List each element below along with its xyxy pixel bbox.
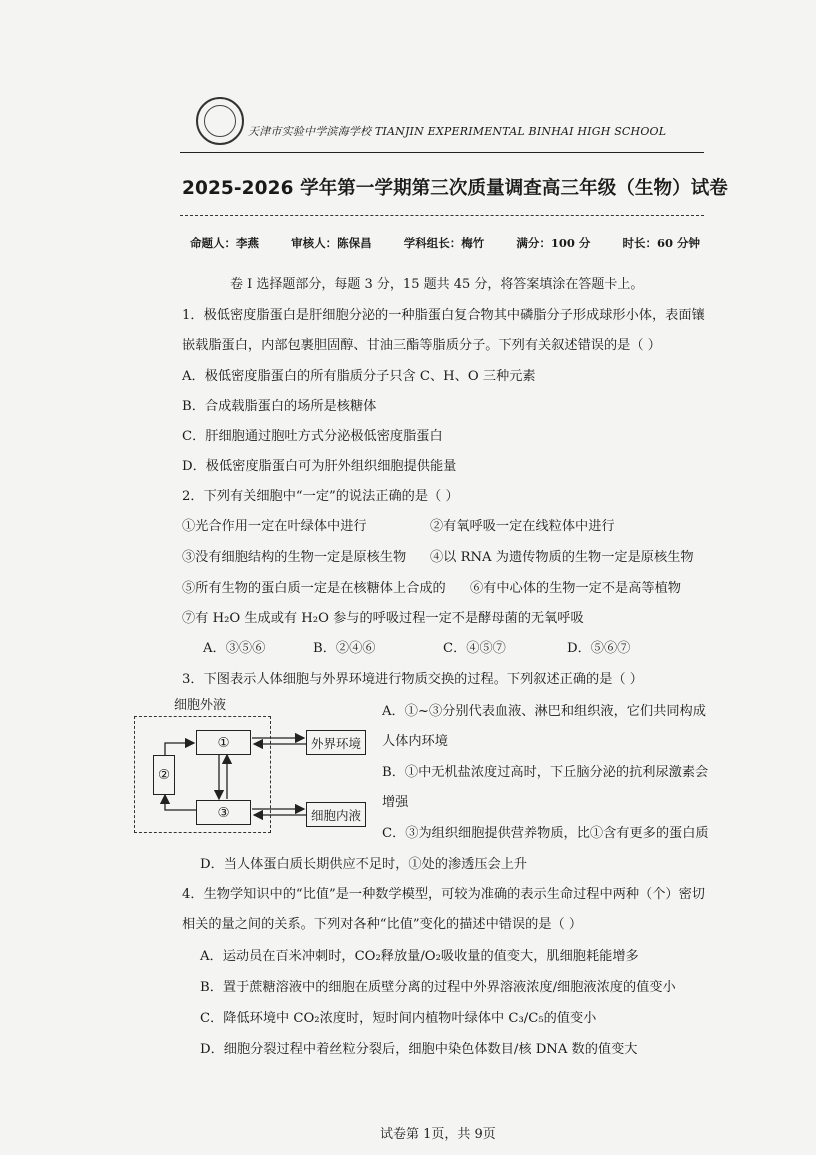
q3-option-b-line2: 增强 xyxy=(382,795,409,810)
box-intracellular-fluid: 细胞内液 xyxy=(306,802,366,827)
q1-option-a: A．极低密度脂蛋白的所有脂质分子只含 C、H、O 三种元素 xyxy=(182,369,536,384)
q2-item-4: ④以 RNA 为遗传物质的生物一定是原核生物 xyxy=(430,550,694,565)
q1-stem-line1: 1．极低密度脂蛋白是肝细胞分泌的一种脂蛋白复合物其中磷脂分子形成球形小体，表面镶 xyxy=(182,308,705,323)
arrow-2-to-1 xyxy=(165,743,194,755)
q3-option-d: D．当人体蛋白质长期供应不足时，①处的渗透压会上升 xyxy=(200,857,528,872)
box-external-environment: 外界环境 xyxy=(306,730,366,755)
q2-item-2: ②有氧呼吸一定在线粒体中进行 xyxy=(430,519,615,534)
box-1: ① xyxy=(196,730,251,755)
q3-option-c: C．③为组织细胞提供营养物质，比①含有更多的蛋白质 xyxy=(382,826,709,841)
title-dashed-divider xyxy=(180,215,704,216)
q3-option-a-line1: A．①~③分别代表血液、淋巴和组织液，它们共同构成 xyxy=(382,704,706,719)
q2-option-a: A．③⑤⑥ xyxy=(203,641,266,656)
q2-item-6: ⑥有中心体的生物一定不是高等植物 xyxy=(470,581,681,596)
q4-option-d: D．细胞分裂过程中着丝粒分裂后，细胞中染色体数目/核 DNA 数的值变大 xyxy=(200,1042,638,1057)
school-name: 天津市实验中学滨海学校 TIANJIN EXPERIMENTAL BINHAI HIGH SCHOOL xyxy=(248,125,667,138)
q3-option-a-line2: 人体内环境 xyxy=(382,734,448,749)
q2-item-5: ⑤所有生物的蛋白质一定是在核糖体上合成的 xyxy=(182,581,446,596)
q4-option-b: B．置于蔗糖溶液中的细胞在质壁分离的过程中外界溶液浓度/细胞液浓度的值变小 xyxy=(200,980,676,995)
q4-stem-line2: 相关的量之间的关系。下列对各种“比值”变化的描述中错误的是（ ） xyxy=(182,917,583,932)
logo-seal xyxy=(204,105,236,137)
arrow-3-to-2 xyxy=(165,795,196,810)
meta-score: 满分：100 分 xyxy=(516,236,591,250)
q1-option-b: B．合成载脂蛋白的场所是核糖体 xyxy=(182,399,377,414)
meta-author: 命题人：李燕 xyxy=(190,236,259,250)
page-footer: 试卷第 1页，共 9页 xyxy=(380,1127,496,1142)
box-3: ③ xyxy=(196,800,251,825)
meta-head: 学科组长：梅竹 xyxy=(403,236,485,250)
q2-item-3: ③没有细胞结构的生物一定是原核生物 xyxy=(182,550,407,565)
q2-option-b: B．②④⑥ xyxy=(313,641,376,656)
meta-reviewer: 审核人：陈保昌 xyxy=(291,236,372,250)
section-instruction: 卷 I 选择题部分，每题 3 分，15 题共 45 分，将答案填涂在答题卡上。 xyxy=(230,277,644,292)
q2-item-1: ①光合作用一定在叶绿体中进行 xyxy=(182,519,367,534)
q4-option-a: A．运动员在百米冲刺时，CO₂释放量/O₂吸收量的值变大，肌细胞耗能增多 xyxy=(200,949,639,964)
exam-title: 2025-2026 学年第一学期第三次质量调查高三年级（生物）试卷 xyxy=(182,178,728,199)
q2-option-c: C．④⑤⑦ xyxy=(443,641,506,656)
exam-meta xyxy=(190,235,700,251)
q3-stem: 3．下图表示人体细胞与外界环境进行物质交换的过程。下列叙述正确的是（ ） xyxy=(182,672,643,687)
q1-stem-line2: 嵌载脂蛋白，内部包裹胆固醇、甘油三酯等脂质分子。下列有关叙述错误的是（ ） xyxy=(182,338,661,353)
q1-option-d: D．极低密度脂蛋白可为肝外组织细胞提供能量 xyxy=(182,459,457,474)
header-divider xyxy=(180,152,704,153)
box-2: ② xyxy=(153,755,175,795)
q2-stem: 2．下列有关细胞中“一定”的说法正确的是（ ） xyxy=(182,489,459,504)
meta-time: 时长：60 分钟 xyxy=(622,236,700,250)
diagram-frame-label: 细胞外液 xyxy=(174,698,227,713)
q3-option-b-line1: B．①中无机盐浓度过高时，下丘脑分泌的抗利尿激素会 xyxy=(382,765,709,780)
q2-option-d: D．⑤⑥⑦ xyxy=(567,641,631,656)
q1-option-c: C．肝细胞通过胞吐方式分泌极低密度脂蛋白 xyxy=(182,429,443,444)
q4-stem-line1: 4．生物学知识中的“比值”是一种数学模型，可较为准确的表示生命过程中两种（个）密切 xyxy=(182,887,705,902)
q4-option-c: C．降低环境中 CO₂浓度时，短时间内植物叶绿体中 C₃/C₅的值变小 xyxy=(200,1011,597,1026)
q2-item-7: ⑦有 H₂O 生成或有 H₂O 参与的呼吸过程一定不是酵母菌的无氧呼吸 xyxy=(182,611,584,626)
school-logo xyxy=(196,97,244,145)
